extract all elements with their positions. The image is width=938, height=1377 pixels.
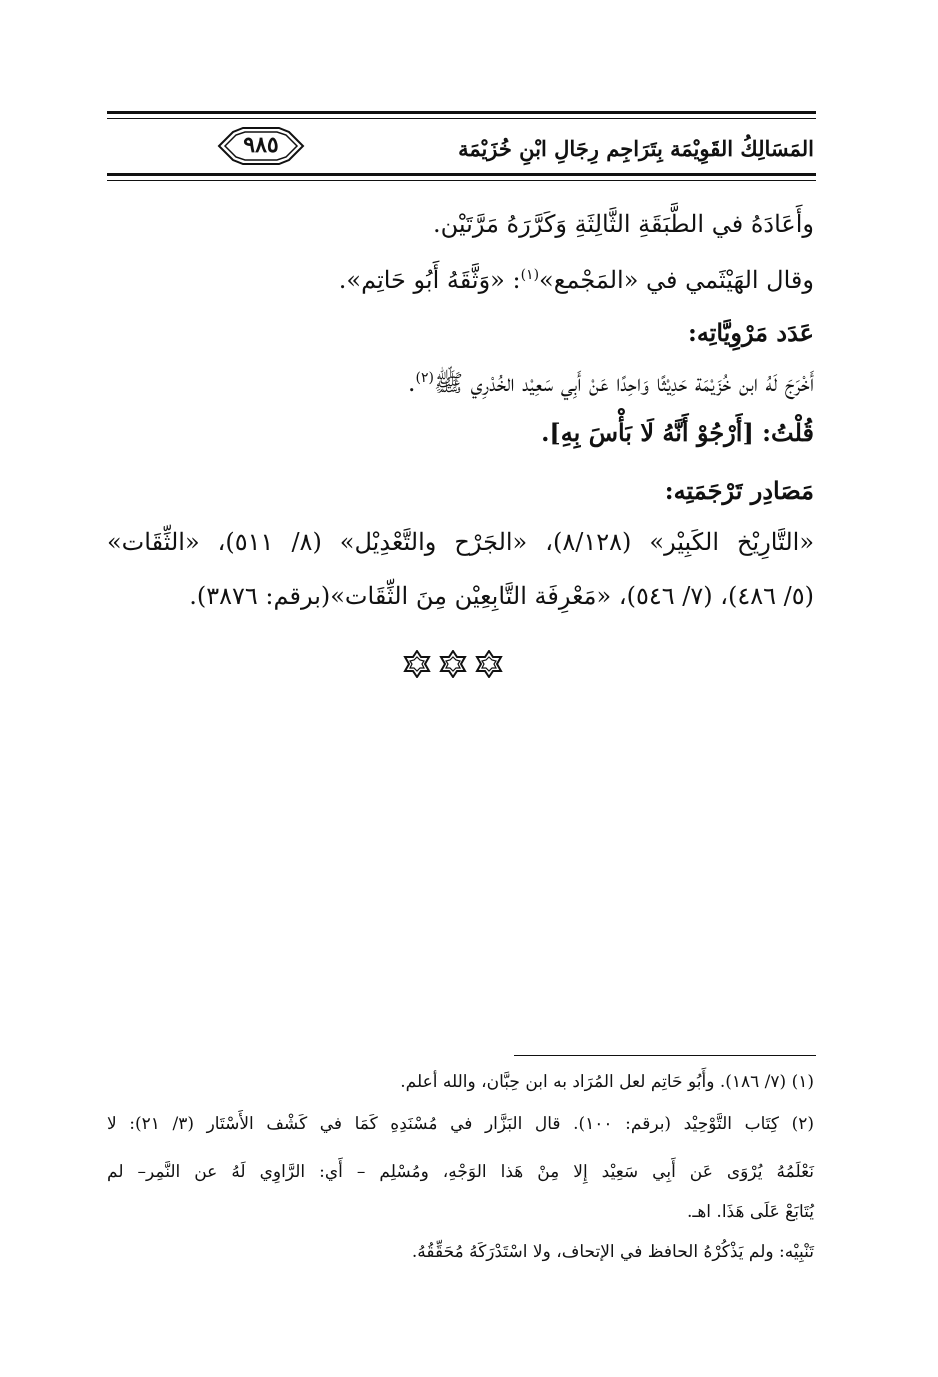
footnote-1: (١) (٧/ ١٨٦). وأَبُو حَاتِم لعل المُرَاد به ابن حِبَّان، والله أعلم. [400, 1072, 814, 1092]
author-note: [أَرْجُوْ أَنَّهُ لَا بَأْسَ بِهِ]. [541, 418, 763, 447]
paragraph-line: وأَعَادَهُ في الطَّبَقَةِ الثَّالِثَةِ وَكَرَّرَهُ مَرَّتَيْن. [433, 210, 814, 238]
star-ornament-icon [475, 650, 503, 678]
footnote-ref[interactable]: (٢) [415, 370, 434, 386]
footnote-2-line: يُتَابَعْ عَلَى هَذَا. اهـ. [686, 1202, 814, 1222]
footnote-2-line: (٢) كِتَاب التَّوْحِيْد (برقم: ١٠٠). قال البَزَّار في مُسْنَدِهِ كَمَا في كَشْف الأَسْتَار (٣/ ٢١): لا [107, 1114, 814, 1134]
paragraph-line [541, 418, 814, 447]
text-span: أَخْرَجَ لَهُ ابن خُزَيْمَة حَدِيْثًا وَاحِدًا عَنْ أَبِي سَعِيْد الخُدْرِي ﷺ [433, 369, 814, 397]
text-span: وقال الهَيْثَمي في «المَجْمع» [539, 266, 814, 294]
running-header-title: المَسَالِكُ القَوِيْمَة بِتَرَاجِم رِجَالِ ابْنِ خُزَيْمَة [458, 136, 814, 161]
paragraph-line [408, 368, 814, 403]
footnote-2-line: نَعْلَمُهُ يُرْوَى عَن أَبِي سَعِيْد إِلا مِنْ هَذا الوَجْهِ، ومُسْلِم – أَي: الرَّاوِي لَهُ عن النَّمِر– لم [107, 1162, 814, 1182]
text-span: : «وَثَّقَهُ أَبُو حَاتِم». [338, 266, 521, 294]
header-rule-bottom [107, 173, 816, 176]
section-divider [398, 650, 508, 680]
sources-line: (٥/ ٤٨٦)، (٧/ ٥٤٦)، «مَعْرِفَة التَّابِعِيْن مِنَ الثِّقَات»(برقم: ٣٨٧٦). [189, 582, 814, 610]
page-number: ٩٨٥ [243, 132, 279, 158]
section-heading: عَدَد مَرْوِيَّاتِه: [687, 318, 814, 347]
qultu-label: قُلْتُ: [762, 418, 814, 447]
header-rule-top-thin [107, 118, 816, 119]
star-ornament-icon [439, 650, 467, 678]
page-number-badge [213, 122, 309, 170]
footnote-note: تَنْبِيْه: ولم يَذْكُرْهُ الحافظ في الإتحاف، ولا اسْتَدْرَكَهُ مُحَقِّقُهُ. [411, 1242, 814, 1262]
sources-line: «التَّارِيْخ الكَبِيْر» (٨/١٢٨)، «الجَرْح والتَّعْدِيْل» (٨/ ٥١١)، «الثِّقَات» [107, 528, 815, 556]
text-span: . [407, 369, 416, 397]
star-ornament-icon [403, 650, 431, 678]
header-rule-bottom-thin [107, 180, 816, 181]
section-heading: مَصَادِر تَرْجَمَتِه: [664, 476, 814, 505]
header-rule-top [107, 111, 816, 114]
footnote-separator [514, 1055, 816, 1056]
footnote-ref[interactable]: (١) [520, 267, 540, 283]
paragraph-line [339, 266, 814, 294]
